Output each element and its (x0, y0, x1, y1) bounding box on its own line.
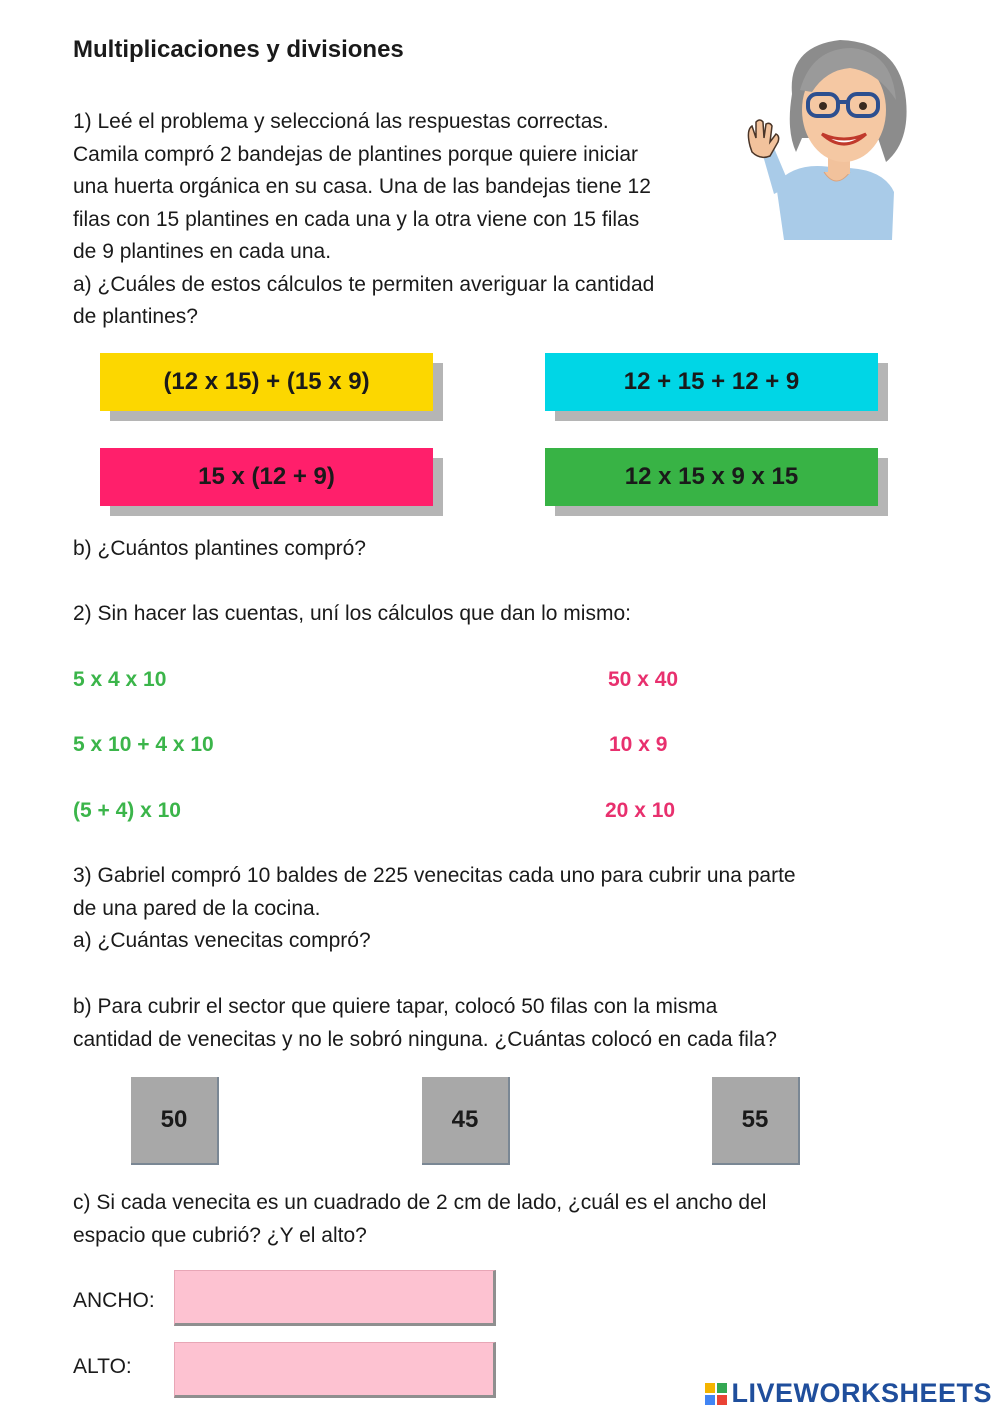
option-2-button[interactable]: 12 + 15 + 12 + 9 (545, 353, 878, 411)
question-3b (73, 991, 777, 1056)
text-line: de 9 plantines en cada una. (73, 240, 332, 263)
liveworksheets-logo (705, 1378, 992, 1409)
left-expression[interactable]: (5 + 4) x 10 (73, 799, 181, 822)
alto-input[interactable] (174, 1342, 496, 1398)
text-line: a) ¿Cuáles de estos cálculos te permiten averiguar la cantidad (73, 272, 655, 296)
question-1b: b) ¿Cuántos plantines compró? (73, 537, 366, 560)
text-line: c) Si cada venecita es un cuadrado de 2 cm de lado, ¿cuál es el ancho del (73, 1191, 767, 1214)
choice-50-button[interactable]: 50 (131, 1077, 219, 1165)
teacher-avatar (732, 34, 912, 240)
text-line: cantidad de venecitas y no le sobró ninguna. ¿Cuántas colocó en cada fila? (73, 1027, 777, 1051)
right-expression[interactable]: 10 x 9 (609, 733, 668, 756)
ancho-label: ANCHO: (73, 1289, 155, 1312)
page-title: Multiplicaciones y divisiones (73, 36, 404, 63)
problem-3-text (73, 860, 796, 958)
ancho-input[interactable] (174, 1270, 496, 1326)
logo-icon (705, 1383, 727, 1405)
text-line: filas con 15 plantines en cada una y la otra viene con 15 filas (73, 207, 640, 231)
option-3-button[interactable]: 15 x (12 + 9) (100, 448, 433, 506)
choice-45-button[interactable]: 45 (422, 1077, 510, 1165)
problem-2-instruction: 2) Sin hacer las cuentas, uní los cálculos que dan lo mismo: (73, 602, 631, 625)
right-expression[interactable]: 20 x 10 (605, 799, 676, 822)
option-1-button[interactable]: (12 x 15) + (15 x 9) (100, 353, 433, 411)
text-line: de una pared de la cocina. (73, 896, 321, 920)
question-3c (73, 1187, 766, 1252)
text-line: b) Para cubrir el sector que quiere tapar, colocó 50 filas con la misma (73, 995, 718, 1018)
text-line: a) ¿Cuántas venecitas compró? (73, 929, 371, 952)
text-line: Camila compró 2 bandejas de plantines porque quiere iniciar (73, 142, 639, 166)
text-line: 3) Gabriel compró 10 baldes de 225 venecitas cada uno para cubrir una parte (73, 864, 796, 887)
text-line: 1) Leé el problema y seleccioná las respuestas correctas. (73, 110, 609, 133)
left-expression[interactable]: 5 x 10 + 4 x 10 (73, 733, 214, 756)
text-line: una huerta orgánica en su casa. Una de las bandejas tiene 12 (73, 175, 651, 198)
right-expression[interactable]: 50 x 40 (608, 668, 679, 691)
choice-55-button[interactable]: 55 (712, 1077, 800, 1165)
problem-1-text (73, 106, 654, 334)
option-4-button[interactable]: 12 x 15 x 9 x 15 (545, 448, 878, 506)
text-line: de plantines? (73, 305, 198, 328)
text-line: espacio que cubrió? ¿Y el alto? (73, 1223, 367, 1247)
brand-text: LIVEWORKSHEETS (731, 1378, 992, 1408)
alto-label: ALTO: (73, 1355, 132, 1378)
left-expression[interactable]: 5 x 4 x 10 (73, 668, 167, 691)
